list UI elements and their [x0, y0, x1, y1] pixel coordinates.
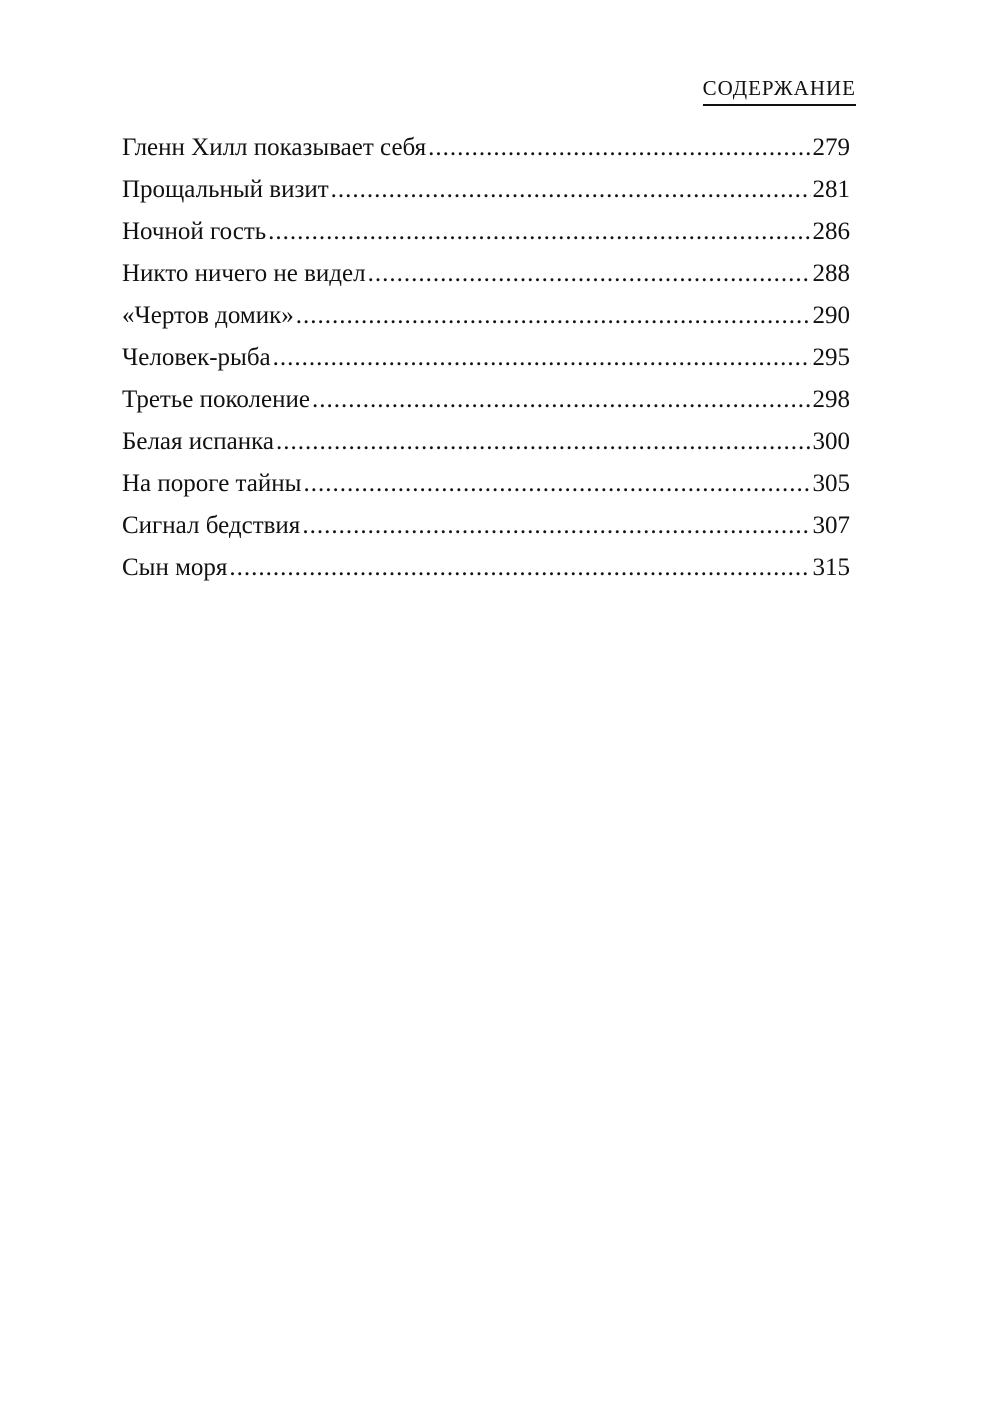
toc-dot-leader	[273, 337, 811, 379]
toc-entry	[122, 337, 850, 379]
toc-entry	[122, 253, 850, 295]
toc-dot-leader	[276, 421, 811, 463]
toc-entry-title: Сигнал бедствия	[122, 512, 301, 539]
toc-dot-leader	[428, 127, 810, 169]
toc-entry-title: «Чертов домик»	[122, 302, 294, 329]
toc-entry-title: Никто ничего не видел	[122, 260, 366, 287]
toc-entry-title: Третье поколение	[122, 386, 310, 413]
toc-entry-title: Человек-рыба	[122, 344, 271, 371]
table-of-contents	[122, 127, 850, 589]
toc-entry-page: 286	[812, 218, 850, 245]
toc-entry-page: 305	[812, 470, 850, 497]
toc-entry	[122, 421, 850, 463]
toc-entry	[122, 379, 850, 421]
toc-entry	[122, 211, 850, 253]
toc-entry	[122, 505, 850, 547]
toc-entry-page: 279	[812, 134, 850, 161]
toc-entry-page: 288	[812, 260, 850, 287]
toc-entry	[122, 547, 850, 589]
toc-dot-leader	[368, 253, 811, 295]
toc-entry-title: Гленн Хилл показывает себя	[122, 134, 427, 161]
toc-dot-leader	[296, 295, 811, 337]
toc-entry	[122, 169, 850, 211]
toc-entry-page: 290	[812, 302, 850, 329]
toc-entry-title: Сын моря	[122, 554, 228, 581]
toc-entry-title: Белая испанка	[122, 428, 274, 455]
toc-entry-title: На пороге тайны	[122, 470, 302, 497]
toc-entry	[122, 127, 850, 169]
toc-entry-page: 307	[812, 512, 850, 539]
toc-dot-leader	[331, 169, 811, 211]
toc-dot-leader	[303, 463, 810, 505]
toc-dot-leader	[268, 211, 810, 253]
toc-entry-title: Прощальный визит	[122, 176, 329, 203]
toc-entry-page: 298	[812, 386, 850, 413]
toc-entry-page: 315	[812, 554, 850, 581]
toc-entry-page: 295	[812, 344, 850, 371]
toc-dot-leader	[312, 379, 811, 421]
toc-entry-page: 300	[812, 428, 850, 455]
toc-entry	[122, 463, 850, 505]
toc-entry-title: Ночной гость	[122, 218, 267, 245]
toc-dot-leader	[229, 547, 810, 589]
toc-dot-leader	[302, 505, 810, 547]
toc-entry-page: 281	[812, 176, 850, 203]
toc-entry	[122, 295, 850, 337]
running-head: СОДЕРЖАНИЕ	[703, 78, 856, 106]
